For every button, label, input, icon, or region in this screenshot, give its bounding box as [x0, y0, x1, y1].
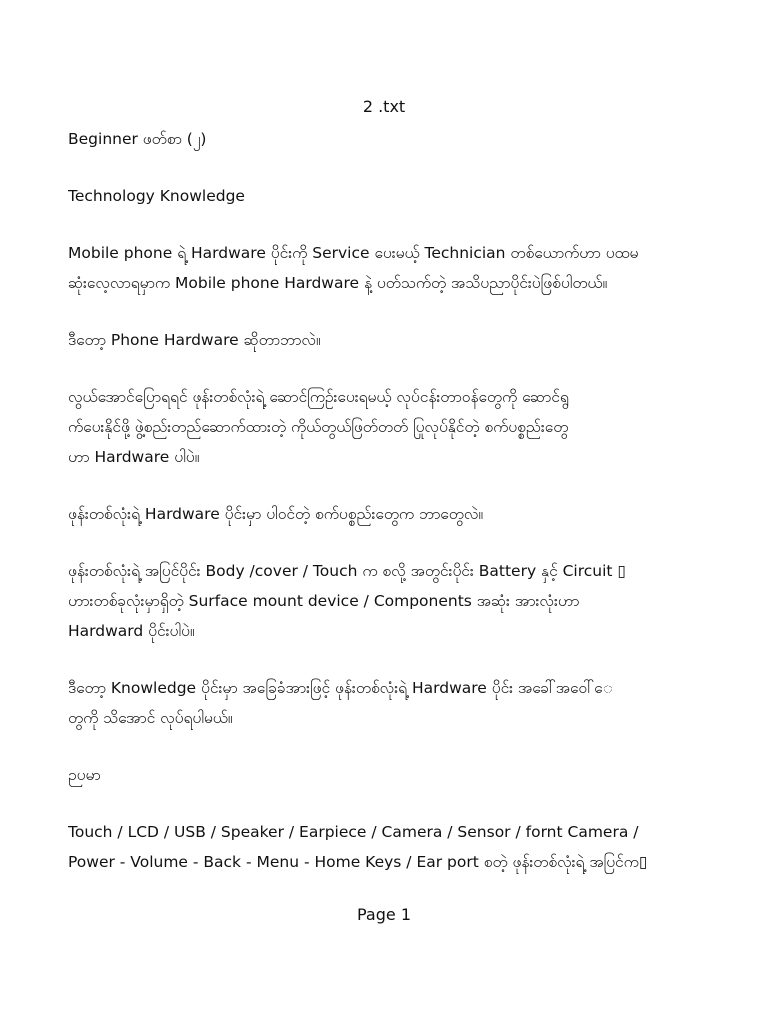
text-line: Power - Volume - Back - Menu - Home Keys / Ear port စတဲ့ ဖုန်းတစ်လုံးရဲ့ အပြင်က▯	[68, 853, 648, 871]
paragraph-heading-beginner	[68, 124, 713, 154]
text-line: ဖုန်းတစ်လုံးရဲ့ Hardware ပိုင်းမှာ ပါဝင်တဲ့ စက်ပစ္စည်းတွေက ဘာတွေလဲ။	[68, 505, 484, 523]
text-line: Hardward ပိုင်းပါပဲ။	[68, 622, 195, 640]
text-line: ဒီတော့ Phone Hardware ဆိုတာဘာလဲ။	[68, 331, 321, 349]
file-title: 2 .txt	[362, 97, 406, 116]
text-line: ဒီတော့ Knowledge ပိုင်းမှာ အခြေခံအားဖြင့် ဖုန်းတစ်လုံးရဲ့ Hardware ပိုင်း အခေါ်အဝေါ်ေ	[68, 679, 613, 697]
text-line: တွကို သိအောင် လုပ်ရပါမယ်။	[68, 709, 233, 727]
text-line: Touch / LCD / USB / Speaker / Earpiece / Camera / Sensor / fornt Camera /	[68, 823, 639, 841]
text-line: ဉပမာ	[68, 766, 101, 784]
paragraph-knowledge-basics	[68, 673, 713, 733]
text-line: က်ပေးနိုင်ဖို့ ဖွဲ့စည်းတည်ဆောက်ထားတဲ့ ကိုယ်တွယ်ဖြတ်တတ် ပြုလုပ်နိုင်တဲ့ စက်ပစ္စည်းတွေ	[68, 418, 569, 436]
paragraph-technology-knowledge	[68, 181, 713, 211]
paragraph-question-hardware	[68, 325, 713, 355]
text-line: Technology Knowledge	[68, 187, 245, 205]
paragraph-parts-list	[68, 817, 713, 877]
text-line: Mobile phone ရဲ့ Hardware ပိုင်းကို Service ပေးမယ့် Technician တစ်ယောက်ဟာ ပထမ	[68, 244, 639, 262]
paragraph-question-components	[68, 499, 713, 529]
text-line: Beginner ဖတ်စာ (၂)	[68, 130, 207, 148]
paragraph-components-list	[68, 556, 713, 646]
text-line: ဖုန်းတစ်လုံးရဲ့ အပြင်ပိုင်း Body /cover / Touch က စလို့ အတွင်းပိုင်း Battery နှင့် Circuit ▯	[68, 562, 626, 580]
text-line: ဟာ Hardware ပါပဲ။	[68, 448, 200, 466]
document-body	[68, 124, 713, 904]
paragraph-mobile-hardware-intro	[68, 238, 713, 298]
text-line: ဟားတစ်ခုလုံးမှာရှိတဲ့ Surface mount device / Components အဆုံး အားလုံးဟာ	[68, 592, 580, 610]
text-line: လွယ်အောင်ပြောရရင် ဖုန်းတစ်လုံးရဲ့ ဆောင်ကြဉ်းပေးရမယ့် လုပ်ငန်းတာဝန်တွေကို ဆောင်ရွ	[68, 388, 569, 406]
text-line: ဆုံးလေ့လာရမှာက Mobile phone Hardware နဲ့ ပတ်သက်တဲ့ အသိပညာပိုင်းပဲဖြစ်ပါတယ်။	[68, 274, 608, 292]
page-number: Page 1	[357, 905, 411, 924]
paragraph-hardware-definition	[68, 382, 713, 472]
paragraph-example-label	[68, 760, 713, 790]
